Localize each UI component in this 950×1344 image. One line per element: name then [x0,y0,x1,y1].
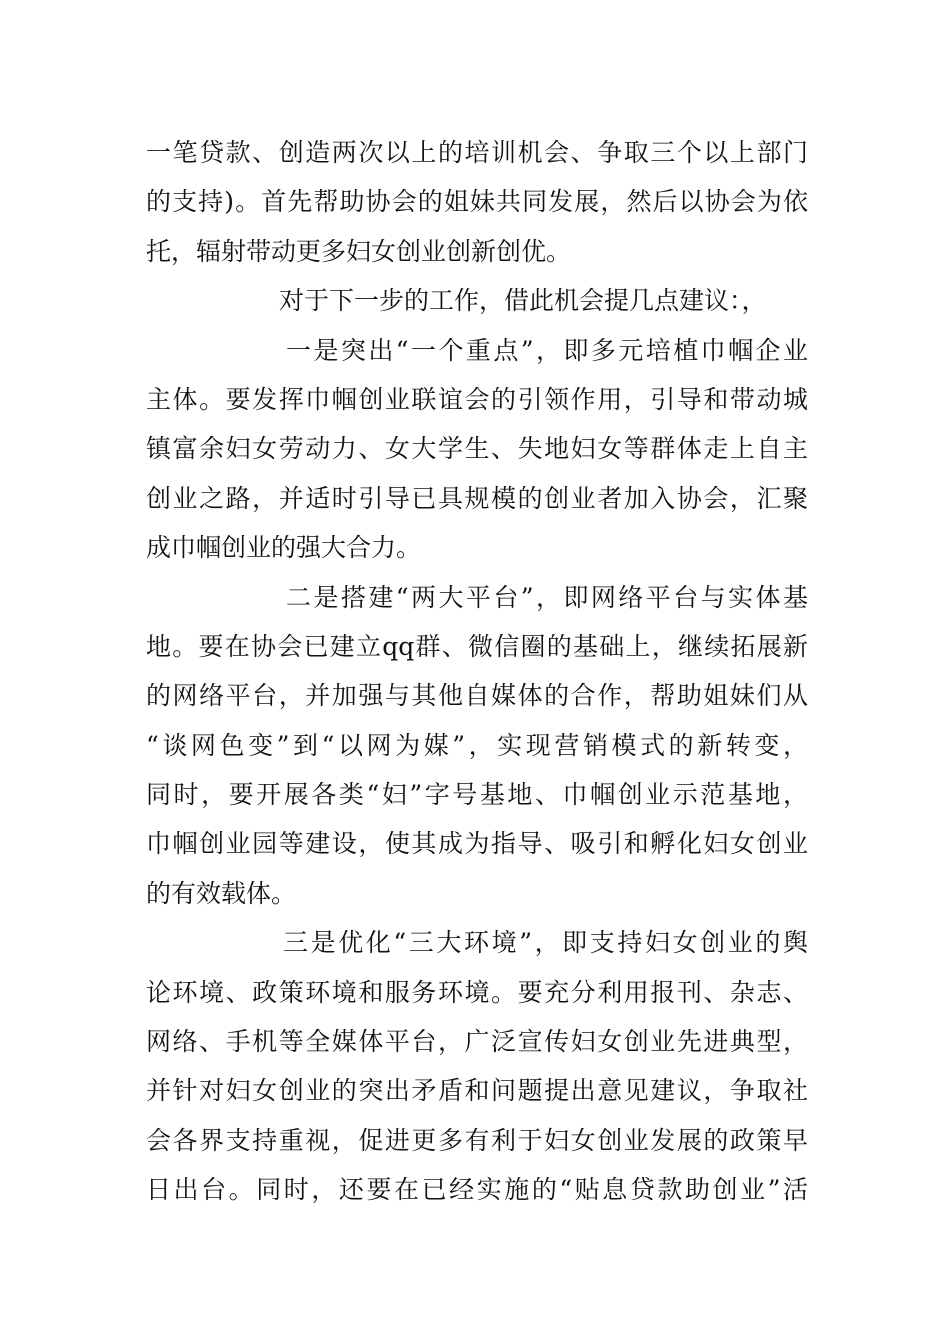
text-line-19: 网络、手机等全媒体平台，广泛宣传妇女创业先进典型， [146,1027,808,1057]
text-line-22: 日出台。同时，还要在已经实施的“贴息贷款助创业”活 [146,1175,808,1205]
text-line-15: 巾帼创业园等建设，使其成为指导、吸引和孵化妇女创业 [146,829,808,859]
text-line-13: “谈网色变”到“以网为媒”，实现营销模式的新转变， [146,730,808,760]
text-line-4: 对于下一步的工作，借此机会提几点建议：， [279,286,767,316]
text-line-21: 会各界支持重视，促进更多有利于妇女创业发展的政策早 [146,1125,808,1155]
text-line-7: 镇富余妇女劳动力、女大学生、失地妇女等群体走上自主 [146,434,808,464]
text-line-18: 论环境、政策环境和服务环境。要充分利用报刊、杂志、 [146,977,808,1007]
text-line-8: 创业之路，并适时引导已具规模的创业者加入协会，汇聚 [146,483,808,513]
text-line-3: 托，辐射带动更多妇女创业创新创优。 [146,236,572,266]
text-line-9: 成巾帼创业的强大合力。 [146,533,422,563]
text-line-16: 的有效载体。 [146,878,297,908]
body-text [146,128,808,1215]
text-line-12: 的网络平台，并加强与其他自媒体的合作，帮助姐妹们从 [146,681,808,711]
text-line-5: 一是突出“一个重点”，即多元培植巾帼企业 [286,335,808,365]
text-line-14: 同时，要开展各类“妇”字号基地、巾帼创业示范基地， [146,780,808,810]
text-line-20: 并针对妇女创业的突出矛盾和问题提出意见建议，争取社 [146,1076,808,1106]
text-line-6: 主体。要发挥巾帼创业联谊会的引领作用，引导和带动城 [146,384,808,414]
text-line-1: 一笔贷款、创造两次以上的培训机会、争取三个以上部门 [146,138,808,167]
text-line-11: 地。要在协会已建立qq群、微信圈的基础上，继续拓展新 [146,631,808,661]
text-line-2: 的支持)。首先帮助协会的姐妹共同发展，然后以协会为依 [146,187,808,217]
text-line-10: 二是搭建“两大平台”，即网络平台与实体基 [286,582,808,612]
text-line-17: 三是优化“三大环境”，即支持妇女创业的舆 [283,928,808,958]
